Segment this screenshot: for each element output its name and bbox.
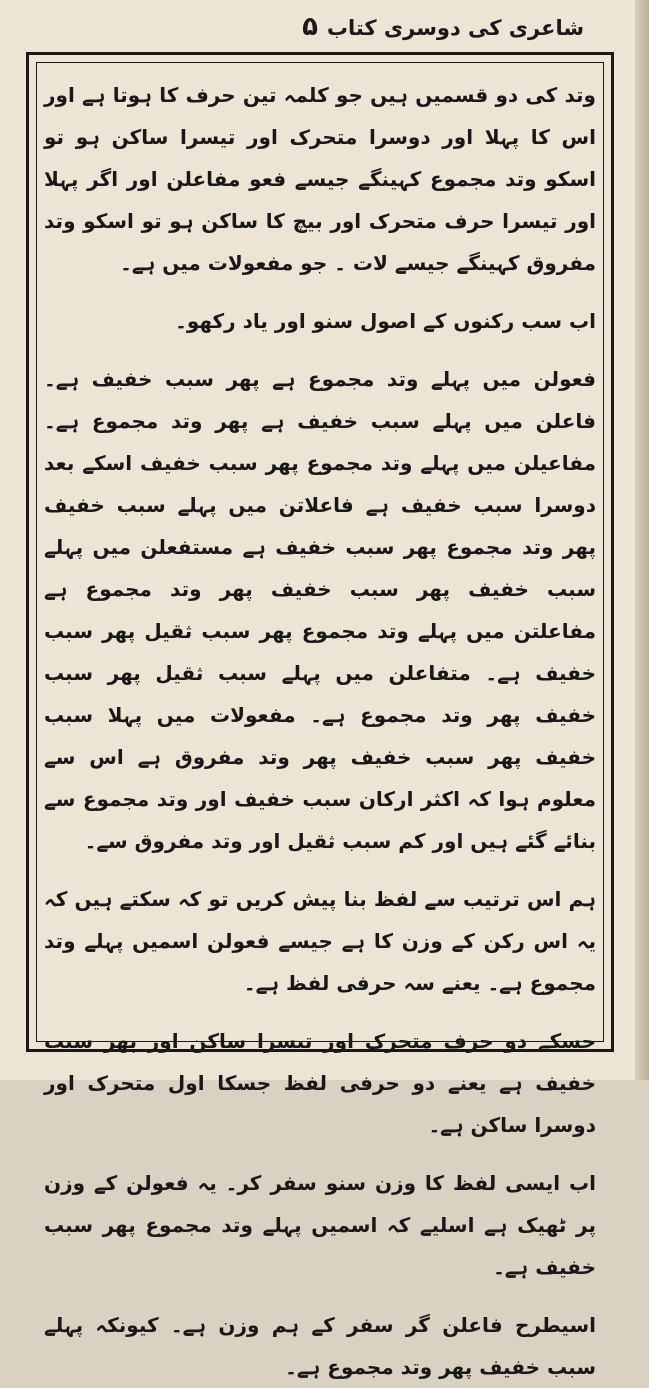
paragraph-instruction: اب سب رکنوں کے اصول سنو اور یاد رکھو۔ [175,309,596,333]
running-title: شاعری کی دوسری کتاب [326,16,584,40]
binding-gutter [635,0,649,1080]
body-text [44,74,596,1388]
paragraph-watad-definition: وتد کی دو قسمیں ہیں جو کلمہ تین حرف کا ہوتا ہے اور اس کا پہلا اور دوسرا متحرک اور تیسرا ساکن ہو تو اسکو وتد مجموع کہینگے جیسے فعو مفاعلن اور اگر پہلا اور تیسرا حرف متحرک اور بیچ کا ساکن ہو تو اسکو وتد مفروق کہینگے جیسے لات ۔ جو مفعولات میں ہے۔ [44,83,596,275]
page-header [0,12,620,52]
paragraph-arkan-principles: فعولن میں پہلے وتد مجموع ہے پھر سبب خفیف ہے۔ فاعلن میں پہلے سبب خفیف ہے پھر وتد مجموع ہے۔ مفاعیلن میں پہلے وتد مجموع پھر سبب خفیف اسکے بعد دوسرا سبب خفیف ہے فاعلاتن میں پہلے سبب خفیف پھر وتد مجموع پھر سبب خفیف ہے مستفعلن میں پہلے سبب خفیف پھر سبب خفیف پھر وتد مجموع ہے مفاعلتن میں پہلے وتد مجموع پھر سبب ثقیل پھر سبب خفیف ہے۔ متفاعلن میں پہلے سبب ثقیل پھر سبب خفیف پھر وتد مجموع ہے۔ مفعولات میں پہلا سبب خفیف پھر سبب خفیف پھر وتد مفروق ہے اس سے معلوم ہوا کہ اکثر ارکان سبب خفیف اور وتد مجموع سے بنائے گئے ہیں اور کم سبب ثقیل اور وتد مفروق سے۔ [44,367,596,853]
paragraph-safar-kar-example: اب ایسی لفظ کا وزن سنو سفر کر۔ یہ فعولن کے وزن پر ٹھیک ہے اسلیے کہ اسمیں پہلے وتد مجموع پھر سبب خفیف ہے۔ [44,1171,596,1279]
page-number: ۵ [302,12,318,42]
paragraph-letters-explanation: جسکے دو حرف متحرک اور تیسرا ساکن اور پھر سبب خفیف ہے یعنے دو حرفی لفظ جسکا اول متحرک اور دوسرا ساکن ہے۔ [44,1029,596,1137]
paragraph-faulun-example: ہم اس ترتیب سے لفظ بنا پیش کریں تو کہ سکتے ہیں کہ یہ اس رکن کے وزن کا ہے جیسے فعولن اسمیں پہلے وتد مجموع ہے۔ یعنے سہ حرفی لفظ ہے۔ [44,887,596,995]
paragraph-faailun-example: اسیطرح فاعلن گر سفر کے ہم وزن ہے۔ کیونکہ پہلے سبب خفیف پھر وتد مجموع ہے۔ [44,1313,596,1379]
